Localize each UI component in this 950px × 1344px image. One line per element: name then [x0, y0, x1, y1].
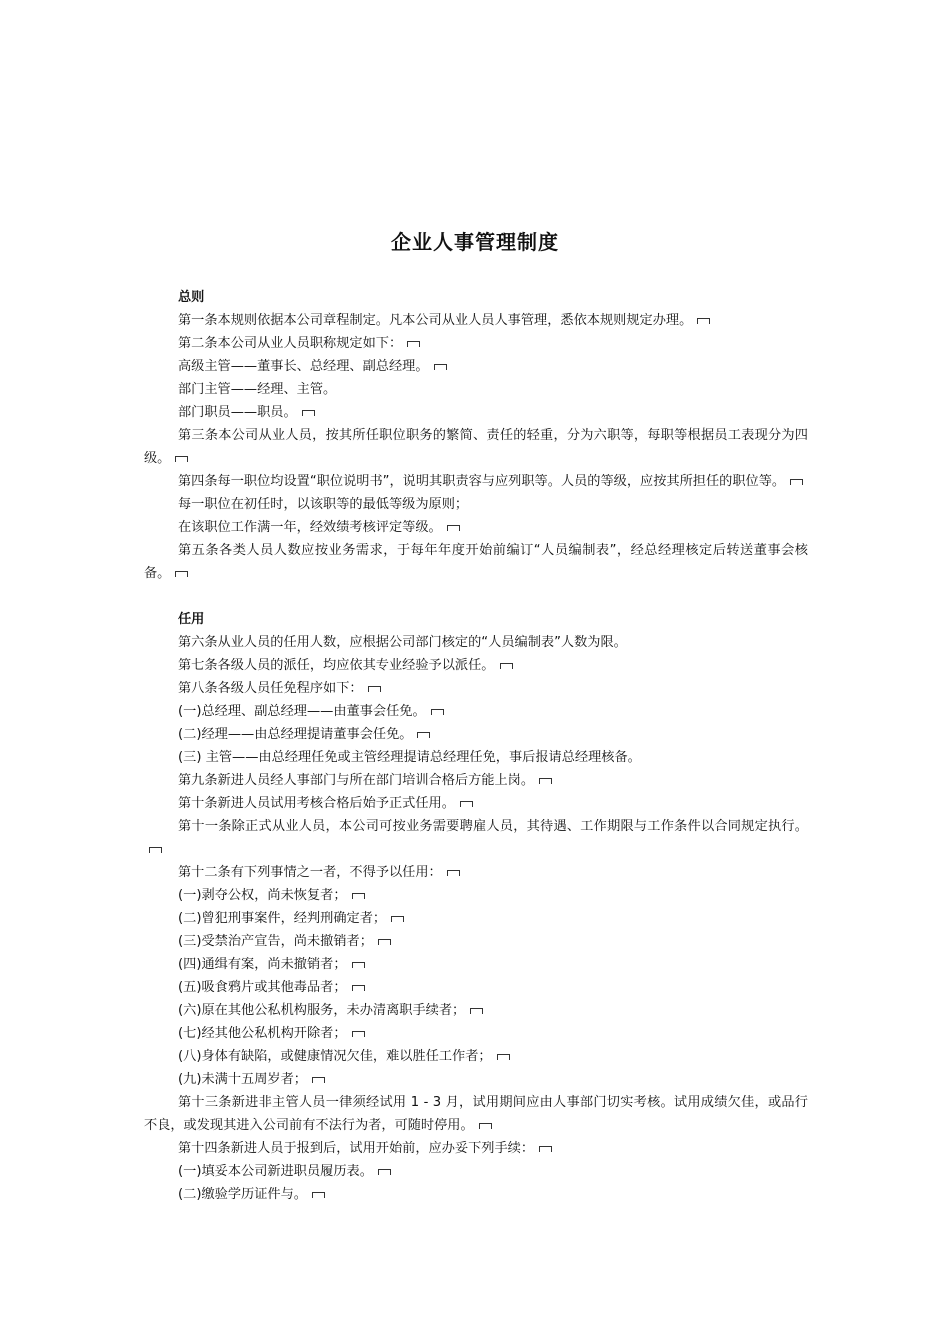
section-spacer [144, 585, 808, 608]
list-item: (一)填妥本公司新进职员履历表。 [144, 1160, 808, 1183]
paragraph-mark-icon [697, 318, 710, 324]
article-6: 第六条从业人员的任用人数，应根据公司部门核定的“人员编制表”人数为限。 [178, 635, 627, 650]
paragraph-mark-icon [407, 341, 420, 347]
list-item: (一)总经理、副总经理——由董事会任免。 [144, 700, 808, 723]
paragraph-mark-icon [312, 1192, 325, 1198]
paragraph-mark-icon [417, 732, 430, 738]
paragraph-mark-icon [149, 847, 162, 853]
paragraph-mark-icon [500, 663, 513, 669]
list-item: (一)剥夺公权，尚未恢复者； [144, 884, 808, 907]
list-item: (三) 主管——由总经理任免或主管经理提请总经理任免，事后报请总经理核备。 [178, 750, 641, 765]
list-item: 部门主管——经理、主管。 [178, 382, 337, 397]
paragraph-mark-icon [497, 1054, 510, 1060]
section-heading-appointment: 任用 [178, 612, 205, 627]
article-4: 第四条每一职位均设置“职位说明书”，说明其职责容与应列职等。人员的等级，应按其所担任的职位等。 [144, 470, 808, 493]
list-item: 在该职位工作满一年，经效绩考核评定等级。 [144, 516, 808, 539]
list-item: (六)原在其他公私机构服务，未办清离职手续者； [144, 999, 808, 1022]
paragraph-mark-icon [312, 1077, 325, 1083]
article-7: 第七条各级人员的派任，均应依其专业经验予以派任。 [144, 654, 808, 677]
article-1: 第一条本规则依据本公司章程制定。凡本公司从业人员人事管理，悉依本规则规定办理。 [144, 309, 808, 332]
paragraph-mark-icon [175, 456, 188, 462]
paragraph-mark-icon [352, 962, 365, 968]
paragraph-mark-icon [539, 778, 552, 784]
list-item: 高级主管——董事长、总经理、副总经理。 [144, 355, 808, 378]
list-item: (四)通缉有案，尚未撤销者； [144, 953, 808, 976]
paragraph-mark-icon [378, 939, 391, 945]
list-item: (八)身体有缺陷，或健康情况欠佳，难以胜任工作者； [144, 1045, 808, 1068]
paragraph-mark-icon [368, 686, 381, 692]
list-item: (五)吸食鸦片或其他毒品者； [144, 976, 808, 999]
paragraph-mark-icon [539, 1146, 552, 1152]
article-12: 第十二条有下列事情之一者，不得予以任用： [144, 861, 808, 884]
article-13: 第十三条新进非主管人员一律须经试用 1 - 3 月，试用期间应由人事部门切实考核。试用成绩欠佳，或品行不良，或发现其进入公司前有不法行为者，可随时停用。 [144, 1095, 808, 1133]
list-item: (二)经理——由总经理提请董事会任免。 [144, 723, 808, 746]
document-body [144, 286, 808, 1206]
list-item: (二)缴验学历证件与。 [144, 1183, 808, 1206]
paragraph-mark-icon [470, 1008, 483, 1014]
paragraph-mark-icon [479, 1123, 492, 1129]
article-14: 第十四条新进人员于报到后，试用开始前，应办妥下列手续： [144, 1137, 808, 1160]
paragraph-mark-icon [447, 870, 460, 876]
list-item: (七)经其他公私机构开除者； [144, 1022, 808, 1045]
paragraph-mark-icon [352, 985, 365, 991]
paragraph-mark-icon [175, 571, 188, 577]
list-item: 部门职员——职员。 [144, 401, 808, 424]
list-item: (二)曾犯刑事案件，经判刑确定者； [144, 907, 808, 930]
article-8: 第八条各级人员任免程序如下： [144, 677, 808, 700]
paragraph-mark-icon [391, 916, 404, 922]
article-5: 第五条各类人员人数应按业务需求，于每年年度开始前编订“人员编制表”，经总经理核定后转送董事会核备。 [144, 543, 808, 581]
paragraph-mark-icon [302, 410, 315, 416]
document-title: 企业人事管理制度 [391, 230, 559, 254]
list-item: (三)受禁治产宣告，尚未撤销者； [144, 930, 808, 953]
paragraph-mark-icon [434, 364, 447, 370]
article-9: 第九条新进人员经人事部门与所在部门培训合格后方能上岗。 [144, 769, 808, 792]
paragraph-mark-icon [460, 801, 473, 807]
article-2: 第二条本公司从业人员职称规定如下： [144, 332, 808, 355]
paragraph-mark-icon [352, 1031, 365, 1037]
paragraph-mark-icon [447, 525, 460, 531]
article-3: 第三条本公司从业人员，按其所任职位职务的繁简、责任的轻重，分为六职等，每职等根据员工表现分为四级。 [144, 428, 808, 466]
paragraph-mark-icon [352, 893, 365, 899]
list-item: 每一职位在初任时，以该职等的最低等级为原则； [178, 497, 469, 512]
article-11: 第十一条除正式从业人员，本公司可按业务需要聘雇人员，其待遇、工作期限与工作条件以合同规定执行。 [144, 815, 808, 861]
paragraph-mark-icon [378, 1169, 391, 1175]
paragraph-mark-icon [790, 479, 803, 485]
section-heading-general: 总则 [178, 290, 205, 305]
paragraph-mark-icon [431, 709, 444, 715]
list-item: (九)未满十五周岁者； [144, 1068, 808, 1091]
article-10: 第十条新进人员试用考核合格后始予正式任用。 [144, 792, 808, 815]
